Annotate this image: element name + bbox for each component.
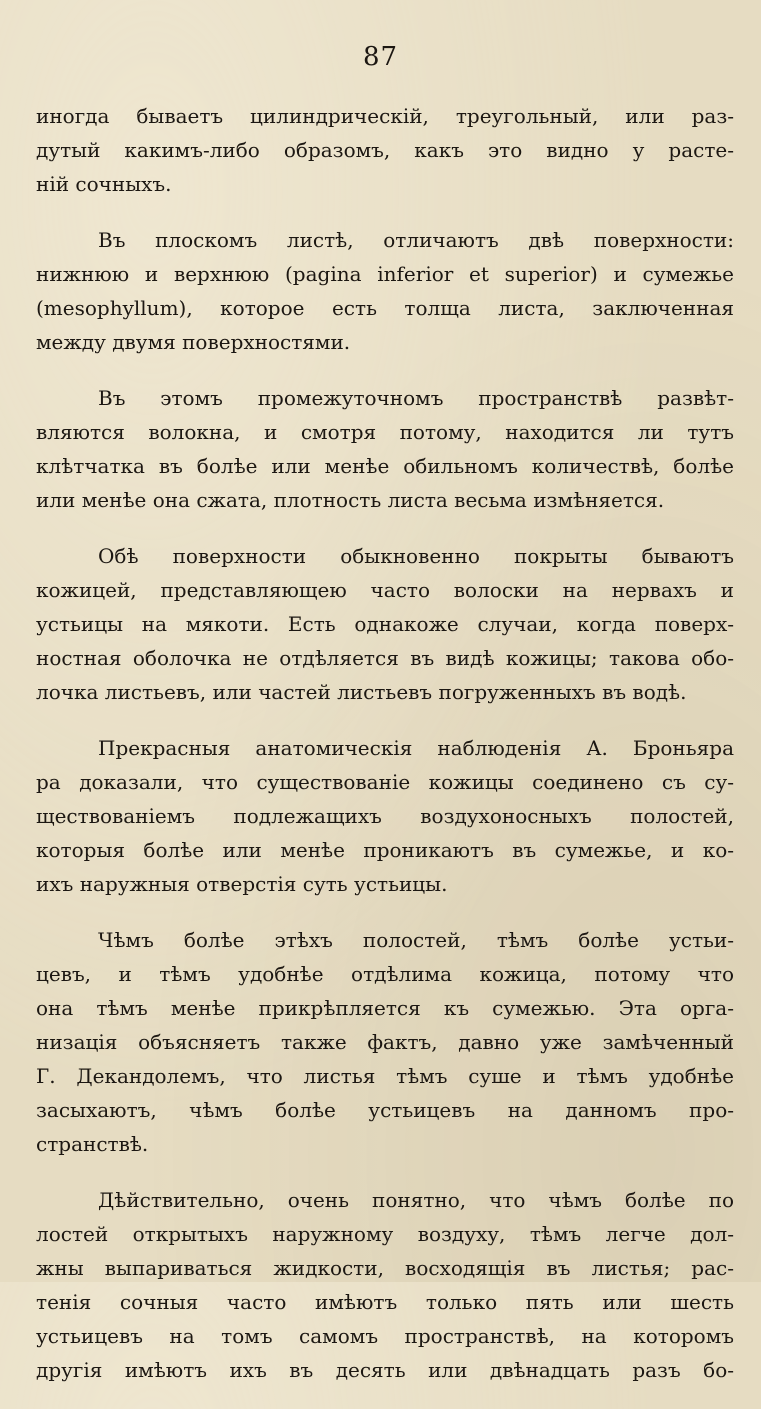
- text-line: низація объясняетъ также фактъ, давно уже замѣченный: [36, 1030, 734, 1054]
- text-line: Г. Декандолемъ, что листья тѣмъ суше и тѣмъ удобнѣе: [36, 1064, 734, 1088]
- text-line: другія имѣютъ ихъ въ десять или двѣнадцать разъ бо-: [36, 1358, 734, 1382]
- paragraph-3: [36, 381, 734, 517]
- text-body: [36, 99, 734, 1409]
- text-line: Чѣмъ болѣе этѣхъ полостей, тѣмъ болѣе устьи-: [98, 928, 734, 952]
- text-line: жны выпариваться жидкости, восходящія въ листья; рас-: [36, 1256, 734, 1280]
- text-line: или менѣе она сжата, плотность листа весьма измѣняется.: [36, 488, 665, 512]
- text-line: ностная оболочка не отдѣляется въ видѣ кожицы; такова обо-: [36, 646, 734, 670]
- text-line: лостей открытыхъ наружному воздуху, тѣмъ легче дол-: [36, 1222, 734, 1246]
- text-line: дутый какимъ-либо образомъ, какъ это видно у расте-: [36, 138, 734, 162]
- text-line: ществованіемъ подлежащихъ воздухоносныхъ полостей,: [36, 804, 734, 828]
- text-line: нижнюю и верхнюю (pagina inferior et superior) и сумежье: [36, 262, 734, 286]
- text-line: устьицевъ на томъ самомъ пространствѣ, на которомъ: [36, 1324, 734, 1348]
- text-line: устьицы на мякоти. Есть однакоже случаи, когда поверх-: [36, 612, 734, 636]
- text-line: ихъ наружныя отверстія суть устьицы.: [36, 872, 448, 896]
- text-line: Въ плоскомъ листѣ, отличаютъ двѣ поверхности:: [98, 228, 734, 252]
- text-line: странствѣ.: [36, 1132, 149, 1156]
- text-line: иногда бываетъ цилиндрическій, треугольный, или раз-: [36, 104, 734, 128]
- paragraph-6: [36, 923, 734, 1161]
- text-line: она тѣмъ менѣе прикрѣпляется къ сумежью. Эта орга-: [36, 996, 734, 1020]
- page-number: 87: [362, 42, 399, 72]
- text-line: (mesophyllum), которое есть толща листа, заключенная: [36, 296, 734, 320]
- text-line: Въ этомъ промежуточномъ пространствѣ развѣт-: [98, 386, 734, 410]
- paragraph-4: [36, 539, 734, 709]
- text-line: которыя болѣе или менѣе проникаютъ въ сумежье, и ко-: [36, 838, 734, 862]
- text-line: Прекрасныя анатомическія наблюденія А. Броньяра: [98, 736, 734, 760]
- paragraph-2: [36, 223, 734, 359]
- text-line: засыхаютъ, чѣмъ болѣе устьицевъ на данномъ про-: [36, 1098, 734, 1122]
- text-line: ра доказали, что существованіе кожицы соединено съ су-: [36, 770, 734, 794]
- text-line: Дѣйствительно, очень понятно, что чѣмъ болѣе по: [98, 1188, 734, 1212]
- text-line: лочка листьевъ, или частей листьевъ погруженныхъ въ водѣ.: [36, 680, 687, 704]
- text-line: ній сочныхъ.: [36, 172, 172, 196]
- text-line: Обѣ поверхности обыкновенно покрыты бываютъ: [98, 544, 734, 568]
- text-line: тенія сочныя часто имѣютъ только пять или шесть: [36, 1290, 734, 1314]
- paragraph-5: [36, 731, 734, 901]
- paragraph-7: [36, 1183, 734, 1387]
- text-line: цевъ, и тѣмъ удобнѣе отдѣлима кожица, потому что: [36, 962, 734, 986]
- text-line: между двумя поверхностями.: [36, 330, 351, 354]
- text-line: клѣтчатка въ болѣе или менѣе обильномъ количествѣ, болѣе: [36, 454, 734, 478]
- text-line: кожицей, представляющею часто волоски на нервахъ и: [36, 578, 734, 602]
- text-line: вляются волокна, и смотря потому, находится ли тутъ: [36, 420, 734, 444]
- paragraph-1: [36, 99, 734, 201]
